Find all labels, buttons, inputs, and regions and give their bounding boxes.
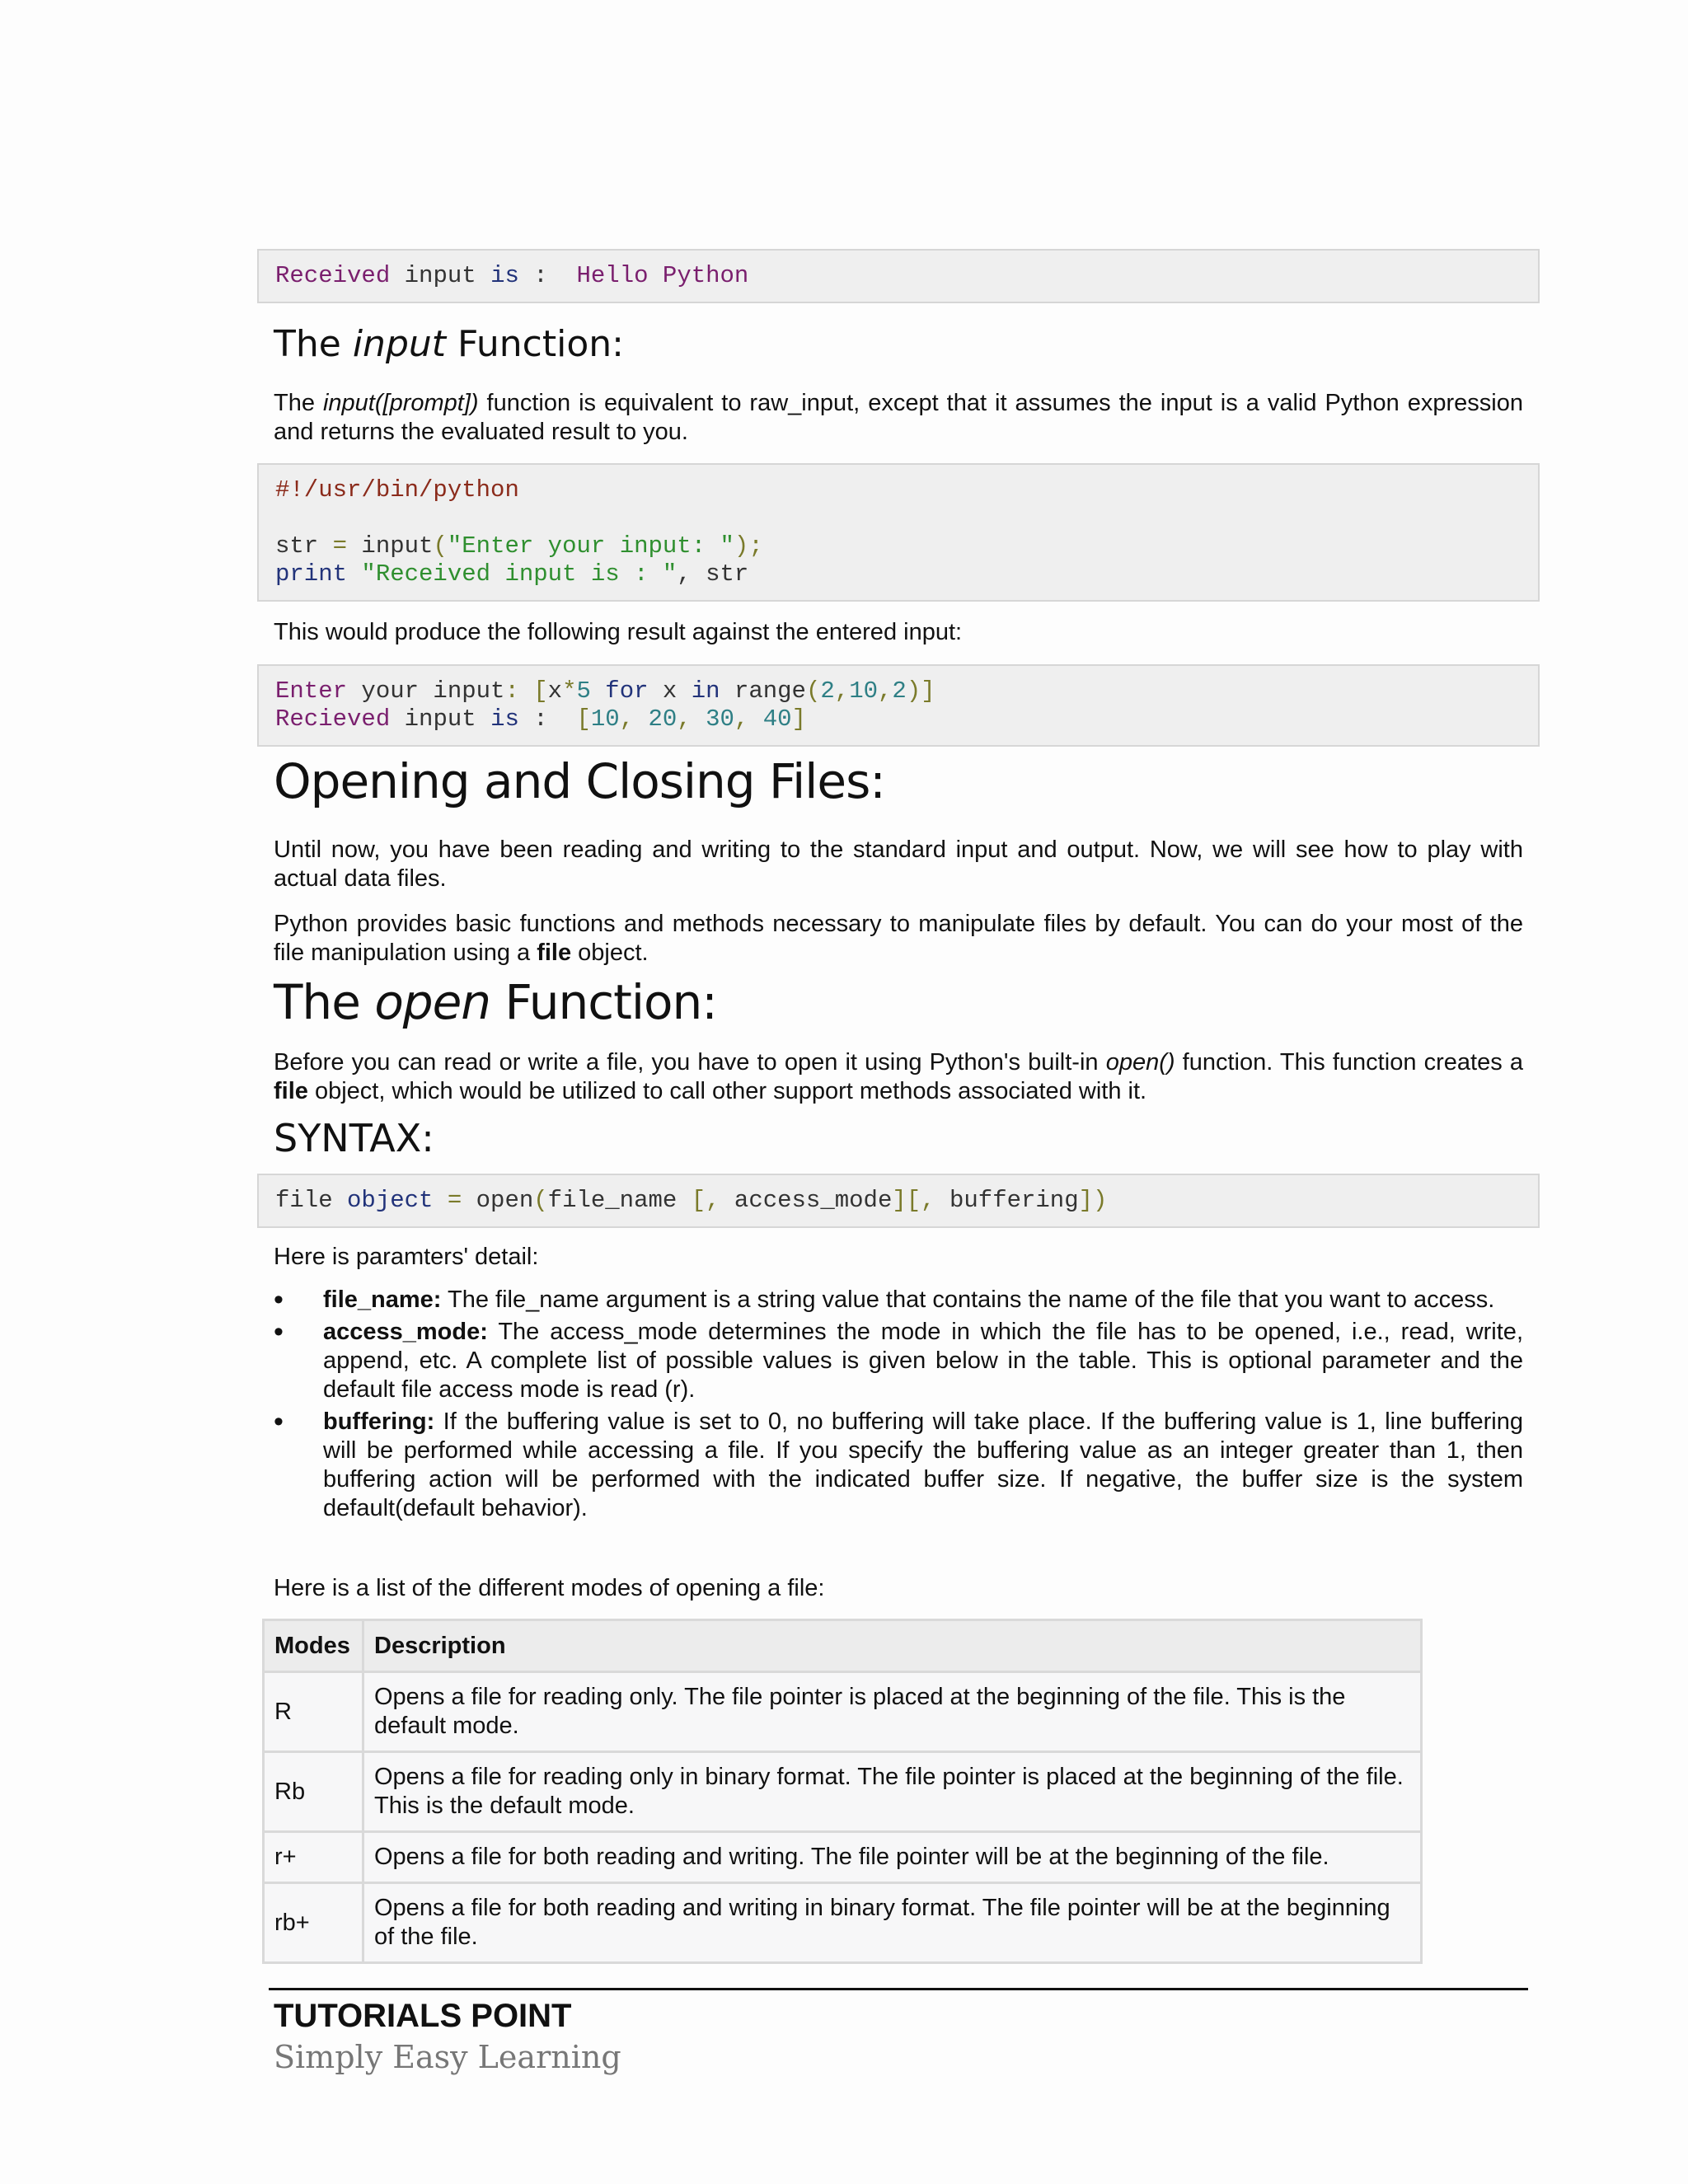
code-token: "Received input is : " xyxy=(361,560,678,588)
paragraph-params-intro: Here is paramters' detail: xyxy=(274,1244,539,1270)
code-token: your input xyxy=(347,677,505,705)
mode-cell: Rb xyxy=(264,1752,363,1832)
list-item xyxy=(274,1286,1523,1315)
table-row xyxy=(264,1832,1422,1883)
table-header-row xyxy=(264,1620,1422,1672)
paragraph-result-intro: This would produce the following result against the entered input: xyxy=(274,619,963,645)
code-token: , xyxy=(834,677,850,705)
heading-opening-closing-files: Opening and Closing Files: xyxy=(274,753,885,809)
code-token: [ xyxy=(576,705,591,733)
code-token: 2 xyxy=(892,677,907,705)
footer-divider xyxy=(269,1988,1528,1990)
paragraph-modes-intro: Here is a list of the different modes of opening a file: xyxy=(274,1575,825,1601)
code-token: input xyxy=(347,532,434,560)
code-token: , xyxy=(878,677,893,705)
description-cell: Opens a file for reading only in binary format. The file pointer is placed at the beginning of the file. This is the default mode. xyxy=(363,1752,1422,1832)
term: access_mode: xyxy=(323,1319,488,1345)
text: function. This function creates a xyxy=(1175,1049,1523,1076)
heading-emphasis: input xyxy=(352,323,447,365)
paragraph-input-description xyxy=(274,389,1523,447)
code-token: "Enter your input: " xyxy=(447,532,734,560)
text: Python provides basic functions and methods necessary to manipulate files by default. You can do your most of the file manipulation using a xyxy=(274,911,1523,966)
code-token: Received xyxy=(275,262,391,289)
mode-cell: R xyxy=(264,1672,363,1752)
definition: The access_mode determines the mode in which the file has to be opened, i.e., read, write, append, etc. A complete list of possible values is given below in the table. This is optional parameter and the default file access mode is read (r). xyxy=(323,1319,1523,1403)
code-token: access_mode xyxy=(720,1187,893,1214)
code-token: file xyxy=(275,1187,348,1214)
code-token: is xyxy=(490,705,519,733)
heading-emphasis: open xyxy=(374,974,491,1030)
code-token: : xyxy=(518,262,577,289)
code-token: ]) xyxy=(1078,1187,1108,1214)
code-token: range xyxy=(720,677,806,705)
code-token: 10 xyxy=(849,677,878,705)
code-token: [ xyxy=(518,677,548,705)
text: The xyxy=(274,390,323,416)
code-block-output xyxy=(257,664,1540,747)
code-token: input xyxy=(390,705,491,733)
definition: The file_name argument is a string value that contains the name of the file that you want to access. xyxy=(441,1286,1495,1313)
code-block-syntax xyxy=(257,1174,1540,1228)
text: function is equivalent to raw_input, except that it assumes the input is a valid Python expression and returns the evaluated result to you. xyxy=(274,390,1523,445)
code-token: , xyxy=(734,705,763,733)
bullet-icon: • xyxy=(274,1406,284,1437)
code-token xyxy=(347,560,361,588)
code-token: ( xyxy=(433,532,448,560)
emphasis-text: input([prompt]) xyxy=(322,390,479,416)
code-token: , str xyxy=(677,560,749,588)
heading-text: The xyxy=(274,323,353,365)
description-cell: Opens a file for both reading and writing. The file pointer will be at the beginning of the file. xyxy=(363,1832,1422,1883)
code-token: , xyxy=(619,705,649,733)
footer-subtitle: Simply Easy Learning xyxy=(274,2039,621,2075)
footer-title: TUTORIALS POINT xyxy=(274,1998,572,2034)
code-token: * xyxy=(562,677,577,705)
code-token xyxy=(433,1187,447,1214)
code-token: = xyxy=(447,1187,462,1214)
heading-input-function xyxy=(274,323,624,365)
code-token: buffering xyxy=(935,1187,1079,1214)
code-block-program xyxy=(257,463,1540,602)
heading-text: Function: xyxy=(446,323,624,365)
code-token: open xyxy=(462,1187,534,1214)
code-token: ); xyxy=(734,532,763,560)
code-token: ][, xyxy=(892,1187,935,1214)
code-token: = xyxy=(332,532,348,560)
column-header-description: Description xyxy=(363,1620,1422,1672)
code-token: Hello Python xyxy=(576,262,749,289)
code-token: 20 xyxy=(648,705,678,733)
description-cell: Opens a file for both reading and writing in binary format. The file pointer will be at the beginning of the file. xyxy=(363,1883,1422,1963)
bold-text: file xyxy=(274,1078,308,1104)
text: object. xyxy=(571,940,649,966)
term: file_name: xyxy=(323,1286,442,1313)
list-item xyxy=(274,1408,1523,1523)
heading-open-function xyxy=(274,974,717,1030)
column-header-modes: Modes xyxy=(264,1620,363,1672)
code-token: #!/usr/bin/python xyxy=(275,476,519,504)
code-token: ( xyxy=(805,677,821,705)
code-token: , xyxy=(677,705,706,733)
description-cell: Opens a file for reading only. The file pointer is placed at the beginning of the file. This is the default mode. xyxy=(363,1672,1422,1752)
heading-syntax: SYNTAX: xyxy=(274,1116,434,1160)
text: object, which would be utilized to call other support methods associated with it. xyxy=(307,1078,1147,1104)
code-token: is xyxy=(490,262,519,289)
mode-cell: rb+ xyxy=(264,1883,363,1963)
list-item xyxy=(274,1318,1523,1404)
code-token: Enter xyxy=(275,677,348,705)
table-row xyxy=(264,1752,1422,1832)
term: buffering: xyxy=(323,1408,435,1435)
code-token: : xyxy=(518,705,577,733)
code-token: Recieved xyxy=(275,705,391,733)
code-token: 10 xyxy=(590,705,620,733)
code-token: in xyxy=(691,677,720,705)
code-token: [, xyxy=(691,1187,720,1214)
code-token: x xyxy=(648,677,692,705)
mode-cell: r+ xyxy=(264,1832,363,1883)
heading-text: Function: xyxy=(490,974,717,1030)
table-row xyxy=(264,1672,1422,1752)
paragraph-open-description xyxy=(274,1048,1523,1106)
parameter-list xyxy=(274,1286,1523,1526)
code-token: )] xyxy=(906,677,935,705)
code-token: for xyxy=(590,677,649,705)
bullet-icon: • xyxy=(274,1284,284,1315)
emphasis-text: open() xyxy=(1105,1049,1175,1076)
code-token: file_name xyxy=(547,1187,692,1214)
bullet-icon: • xyxy=(274,1316,284,1347)
code-token: 2 xyxy=(820,677,835,705)
code-token: 5 xyxy=(576,677,591,705)
code-token: : xyxy=(504,677,519,705)
code-token: ( xyxy=(533,1187,548,1214)
text: Before you can read or write a file, you have to open it using Python's built-in xyxy=(274,1049,1106,1076)
code-token: print xyxy=(275,560,348,588)
paragraph-files-intro: Until now, you have been reading and writing to the standard input and output. Now, we will see how to play with actual data files. xyxy=(274,837,1523,892)
heading-text: The xyxy=(274,974,375,1030)
code-token: input xyxy=(390,262,491,289)
code-token: 40 xyxy=(762,705,792,733)
code-token: str xyxy=(275,532,333,560)
code-token: ] xyxy=(791,705,806,733)
bold-text: file xyxy=(537,940,572,966)
code-block-received-output xyxy=(257,249,1540,303)
code-token: x xyxy=(547,677,563,705)
table-row xyxy=(264,1883,1422,1963)
code-token: 30 xyxy=(706,705,734,733)
file-modes-table xyxy=(262,1619,1423,1964)
paragraph-files-object xyxy=(274,910,1523,968)
code-token: object xyxy=(347,1187,434,1214)
definition: If the buffering value is set to 0, no buffering will take place. If the buffering value is 1, line buffering will be performed while accessing a file. If you specify the buffering value as an integer greater than 1, then buffering action will be performed with the indicated buffer size. If negative, the buffer size is the system default(default behavior). xyxy=(323,1408,1523,1521)
